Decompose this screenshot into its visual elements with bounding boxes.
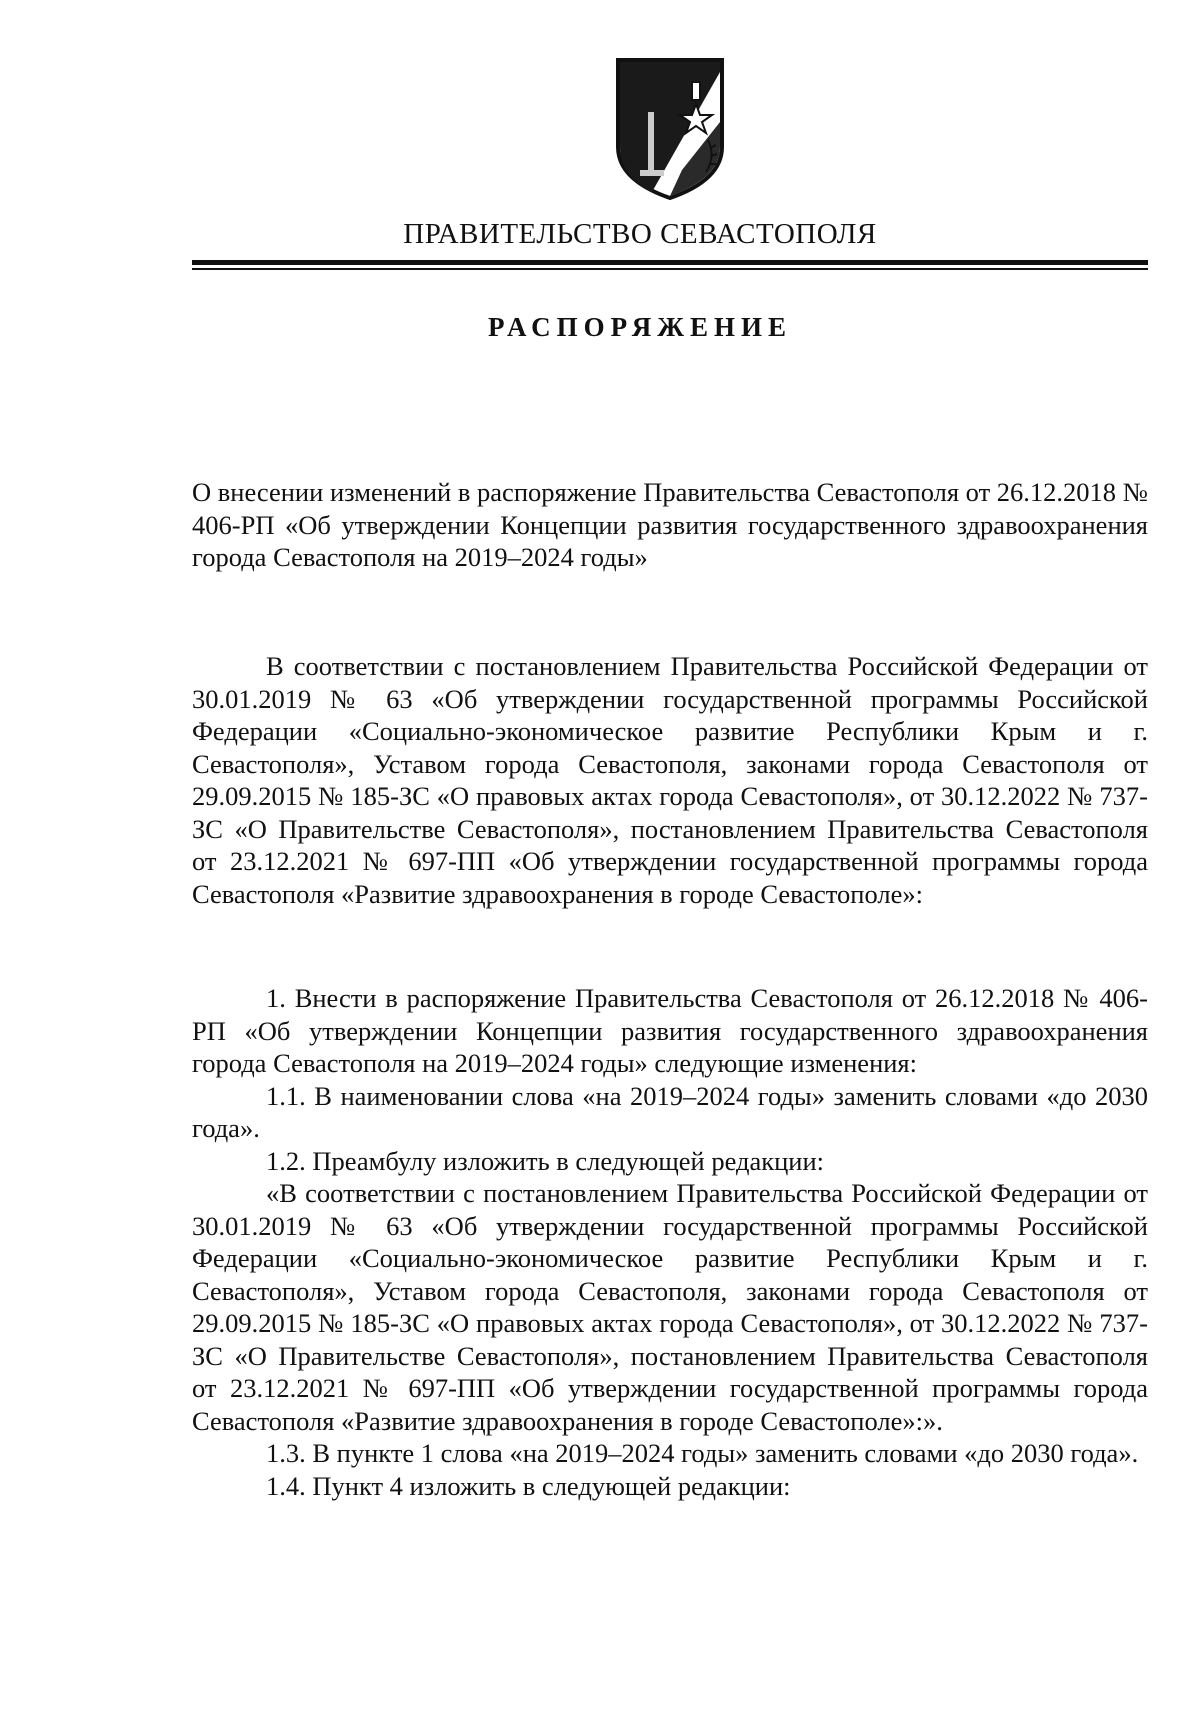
resolution-items bbox=[192, 982, 1148, 1502]
subject-text: О внесении изменений в распоряжение Правительства Севастополя от 26.12.2018 № 406-РП «Об утверждении Концепции развития государственного здравоохранения города Севастополя на 2019–2024 годы» bbox=[192, 477, 1148, 572]
document-type-heading: РАСПОРЯЖЕНИЕ bbox=[487, 312, 793, 342]
item-1-1: 1.1. В наименовании слова «на 2019–2024 годы» заменить словами «до 2030 года». bbox=[192, 1080, 1148, 1143]
item-1-4: 1.4. Пункт 4 изложить в следующей редакции: bbox=[266, 1470, 791, 1501]
item-1: 1. Внести в распоряжение Правительства Севастополя от 26.12.2018 № 406-РП «Об утверждении Концепции развития государственного здравоохранения города Севастополя на 2019–2024 годы» следующие изменения: bbox=[192, 983, 1148, 1078]
item-1-2-quote: «В соответствии с постановлением Правительства Российской Федерации от 30.01.2019 № 63 «Об утверждении государственной программы Российской Федерации «Социально-экономическое развитие Республики Крым и г. Севастополя», Уставом города Севастополя, законами города Севастополя от 29.09.2015 № 185-ЗС «О правовых актах города Севастополя», от 30.12.2022 № 737-ЗС «О Правительстве Севастополя», постановлением Правительства Севастополя от 23.12.2021 № 697-ПП «Об утверждении государственной программы города Севастополя «Развитие здравоохранения в городе Севастополе»:». bbox=[192, 1178, 1148, 1436]
preamble-text: В соответствии с постановлением Правительства Российской Федерации от 30.01.2019 № 63 «Об утверждении государственной программы Российской Федерации «Социально-экономическое развитие Республики Крым и г. Севастополя», Уставом города Севастополя, законами города Севастополя от 29.09.2015 № 185-ЗС «О правовых актах города Севастополя», от 30.12.2022 № 737-ЗС «О Правительстве Севастополя», постановлением Правительства Севастополя от 23.12.2021 № 697-ПП «Об утверждении государственной программы города Севастополя «Развитие здравоохранения в городе Севастополе»: bbox=[192, 651, 1148, 909]
item-1-2: 1.2. Преамбулу изложить в следующей редакции: bbox=[266, 1145, 825, 1176]
header-rule-thick bbox=[192, 260, 1148, 265]
item-1-3: 1.3. В пункте 1 слова «на 2019–2024 годы» заменить словами «до 2030 года». bbox=[266, 1438, 1139, 1468]
preamble bbox=[192, 650, 1148, 910]
government-title: ПРАВИТЕЛЬСТВО СЕВАСТОПОЛЯ bbox=[403, 218, 877, 250]
sevastopol-coat-of-arms-icon bbox=[612, 52, 728, 202]
document-subject bbox=[192, 476, 1148, 574]
header-rule-thin bbox=[192, 268, 1148, 270]
